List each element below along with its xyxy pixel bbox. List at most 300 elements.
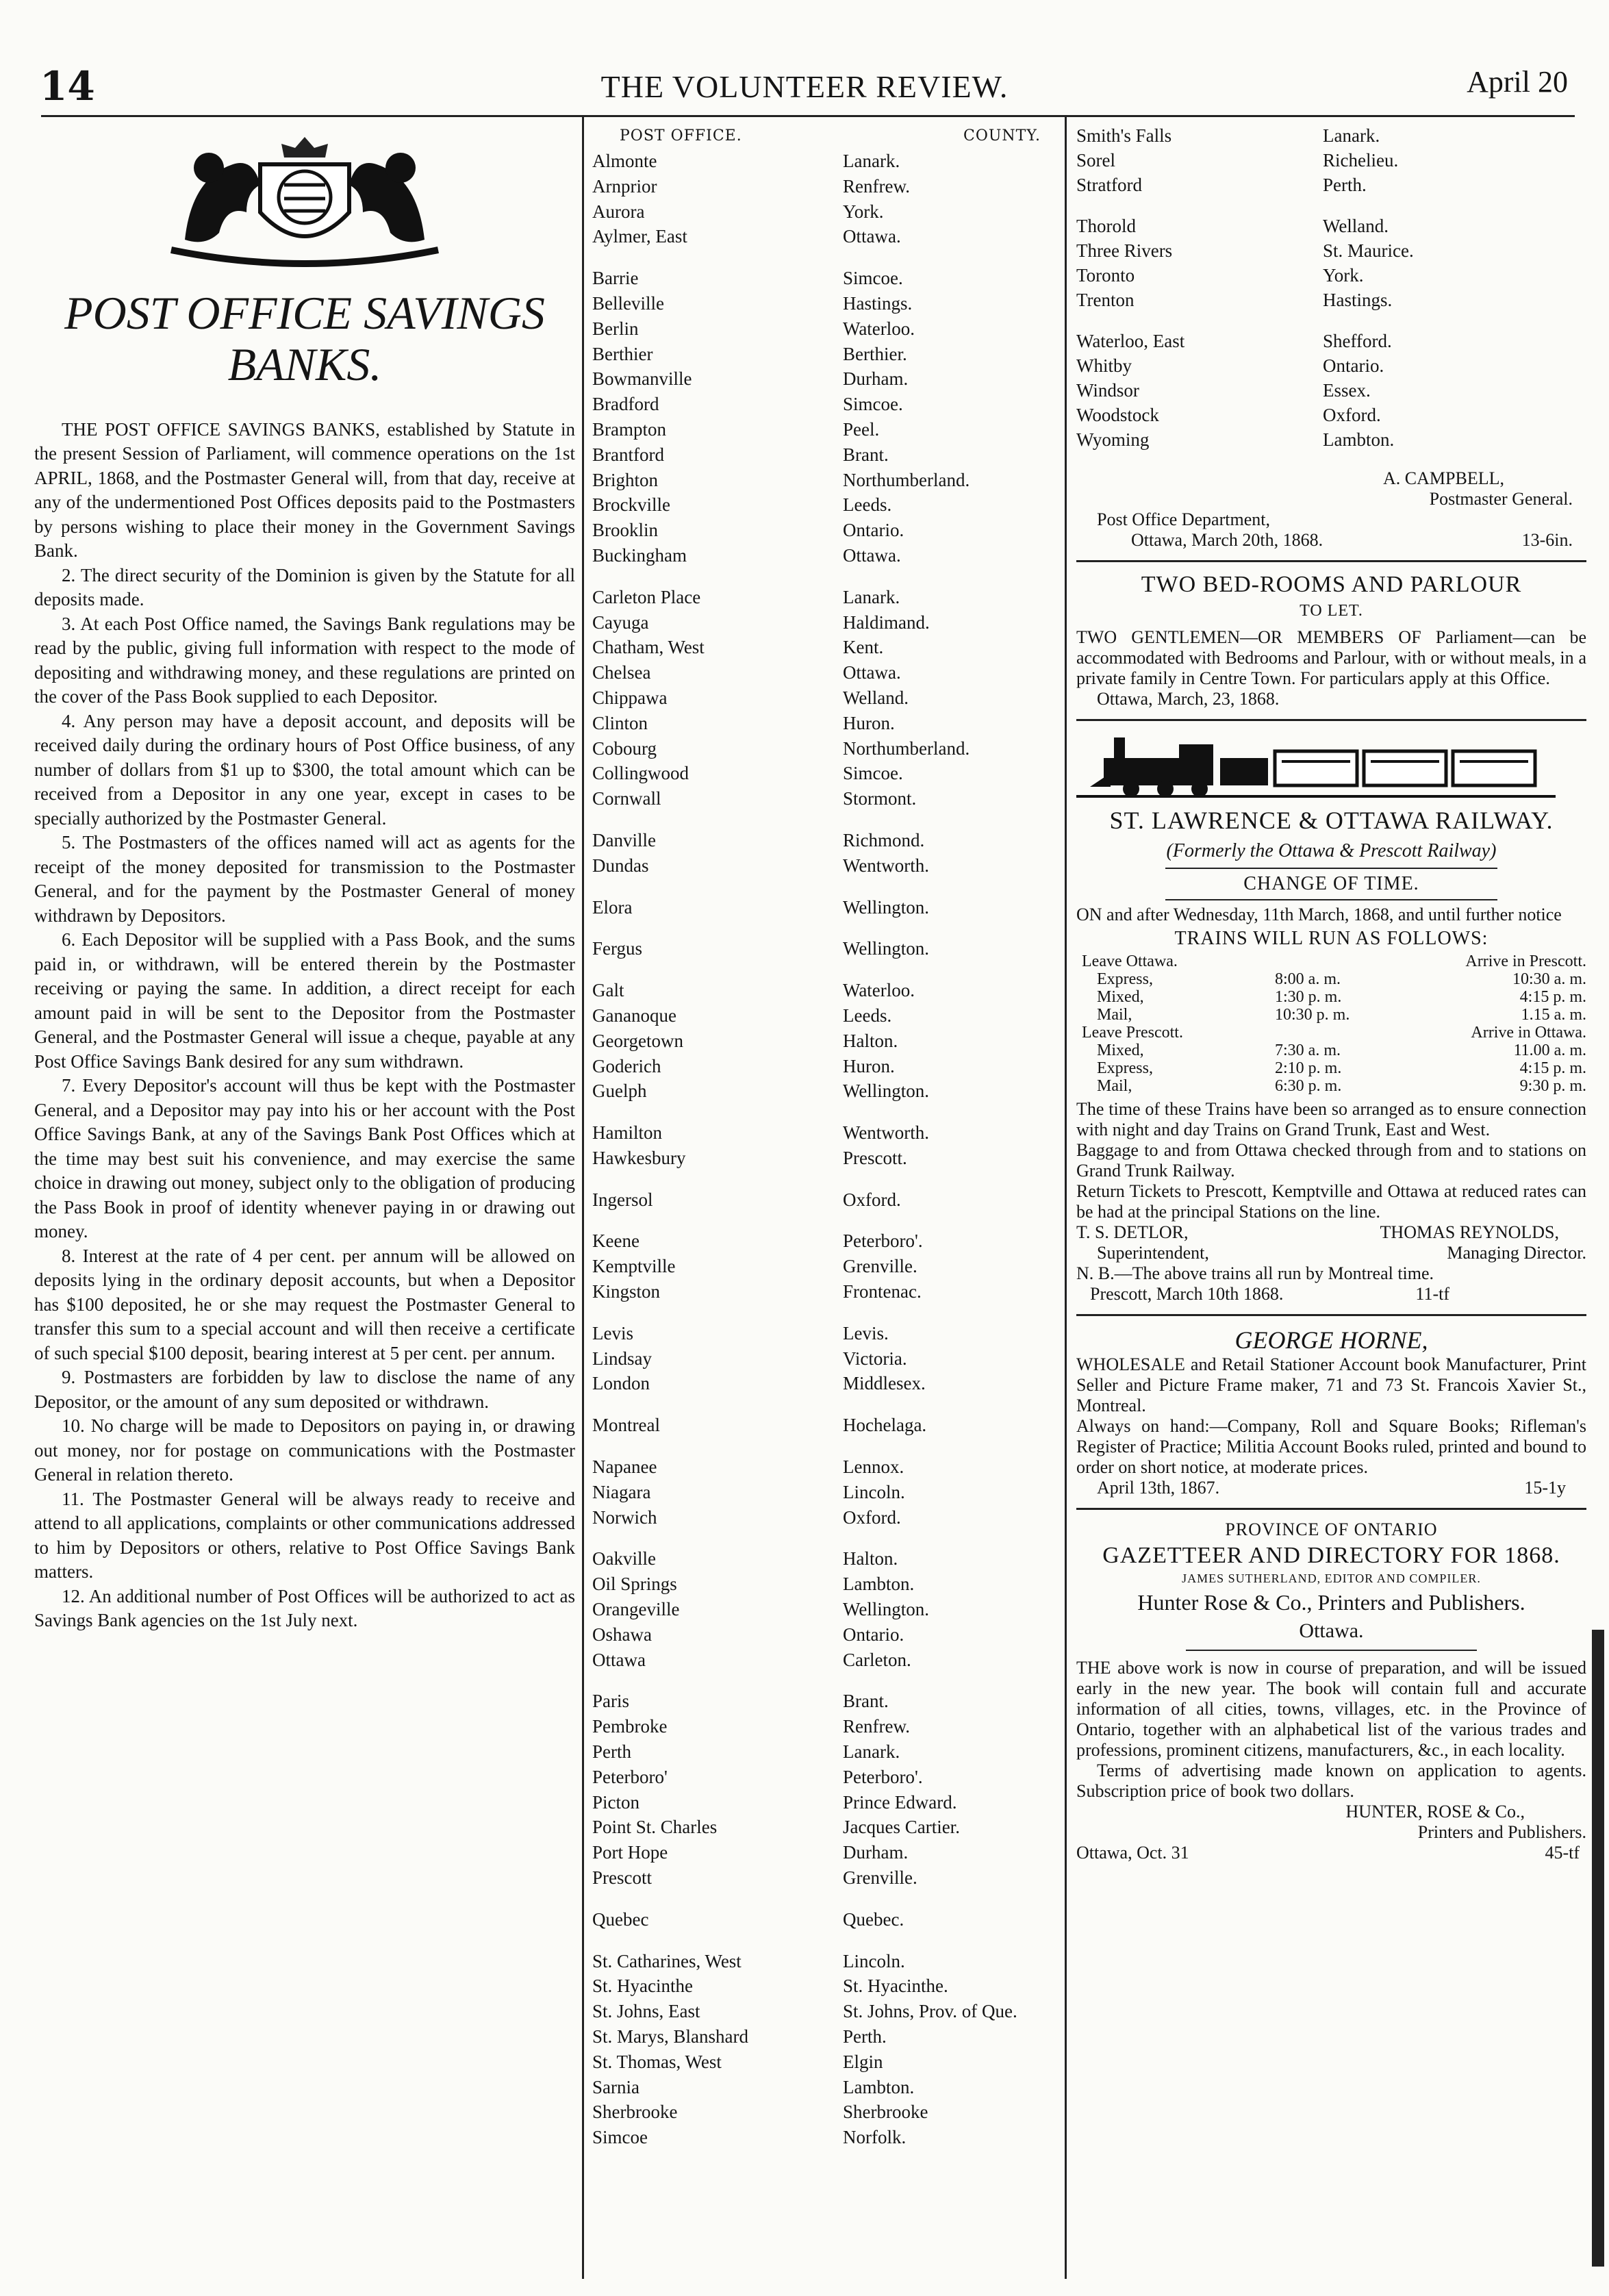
- royal-coat-of-arms-emblem: [144, 123, 466, 267]
- office-group: [592, 1949, 1048, 2150]
- office-name: St. Johns, East: [592, 2001, 700, 2022]
- office-row: [1076, 378, 1586, 403]
- office-group: [592, 1120, 1048, 1171]
- office-county: Jacques Cartier.: [843, 1817, 960, 1838]
- gazetteer-signature-title: Printers and Publishers.: [1417, 1822, 1586, 1842]
- railway-paragraph: The time of these Trains have been so arranged as to ensure connection with night and day Trains on Grand Trunk, East and West.: [1076, 1099, 1586, 1139]
- office-name: Thorold: [1076, 216, 1136, 236]
- section-rule: [1076, 560, 1586, 562]
- office-row: [592, 1907, 1048, 1932]
- office-group: [592, 1228, 1048, 1304]
- office-name: Guelph: [592, 1081, 647, 1102]
- office-row: [1076, 263, 1586, 288]
- departure-time: 1:30 p. m.: [1275, 988, 1342, 1006]
- office-name: Brantford: [592, 444, 664, 465]
- section-rule: [1186, 1650, 1477, 1651]
- post-office-list-column: [592, 123, 1048, 2167]
- office-row: [592, 895, 1048, 920]
- railway-subtitle: (Formerly the Ottawa & Prescott Railway): [1166, 840, 1497, 861]
- office-row: [592, 1029, 1048, 1054]
- office-county: Peterboro'.: [843, 1766, 923, 1787]
- savings-banks-title: POST OFFICE SAVINGS BANKS.: [64, 287, 545, 390]
- savings-paragraph: 9. Postmasters are forbidden by law to disclose the name of any Depositor, or the amount of any sum deposited or withdrawn.: [34, 1367, 575, 1412]
- office-row: [592, 1648, 1048, 1673]
- departure-time: 7:30 a. m.: [1275, 1042, 1341, 1059]
- office-name: Wyoming: [1076, 429, 1150, 450]
- office-county: Northumberland.: [843, 469, 970, 490]
- section-rule: [1165, 868, 1497, 869]
- office-county: Welland.: [1323, 216, 1389, 236]
- office-row: [592, 610, 1048, 635]
- office-row: [592, 1546, 1048, 1572]
- office-row: [592, 1790, 1048, 1815]
- office-name: Dundas: [592, 855, 649, 876]
- office-name: Whitby: [1076, 355, 1132, 376]
- page-header: [27, 53, 1582, 122]
- office-row: [592, 1973, 1048, 1999]
- office-county: Waterloo.: [843, 980, 915, 1001]
- office-row: [592, 442, 1048, 468]
- gazetteer-city: Ottawa.: [1299, 1619, 1364, 1642]
- office-name: Prescott: [592, 1867, 652, 1889]
- office-name: Brampton: [592, 418, 666, 440]
- office-county: Ottawa.: [843, 226, 901, 247]
- section-rule: [1076, 1314, 1586, 1316]
- office-group: [592, 585, 1048, 811]
- office-county: Wentworth.: [843, 855, 930, 876]
- office-county: St. Johns, Prov. of Que.: [843, 2001, 1017, 2022]
- office-name: Carleton Place: [592, 586, 701, 607]
- rooms-ad-subtitle: TO LET.: [1300, 602, 1363, 620]
- office-county: Lincoln.: [843, 1950, 905, 1971]
- office-row: [592, 1765, 1048, 1790]
- office-row: [592, 1739, 1048, 1765]
- office-name: Berlin: [592, 318, 639, 339]
- office-county: St. Maurice.: [1323, 240, 1414, 261]
- office-group: [592, 828, 1048, 879]
- office-county: Grenville.: [843, 1867, 917, 1889]
- office-row: [592, 1279, 1048, 1304]
- office-row: [592, 224, 1048, 249]
- office-name: Paris: [592, 1691, 629, 1712]
- office-row: [1076, 403, 1586, 427]
- train-row: [1076, 988, 1586, 1006]
- office-row: [592, 468, 1048, 493]
- office-group: [592, 1187, 1048, 1213]
- office-name: Levis: [592, 1322, 633, 1343]
- ottawa-departures: [1076, 970, 1586, 1024]
- office-county: Waterloo.: [843, 318, 915, 339]
- office-county: Perth.: [843, 2026, 887, 2047]
- office-group: [592, 936, 1048, 961]
- office-county: Frontenac.: [843, 1281, 922, 1302]
- office-row: [592, 1346, 1048, 1372]
- office-name: Trenton: [1076, 290, 1135, 310]
- horne-ad-body: WHOLESALE and Retail Stationer Account book Manufacturer, Print Seller and Picture Frame maker, 71 and 73 St. Francois Xavier St., Montreal.: [1076, 1354, 1586, 1415]
- office-county: Stormont.: [843, 788, 917, 809]
- office-row: [592, 1999, 1048, 2024]
- office-row: [592, 1840, 1048, 1865]
- office-county: Lincoln.: [843, 1481, 905, 1502]
- office-row: [592, 1054, 1048, 1079]
- office-county: Halton.: [843, 1030, 898, 1051]
- office-name: Clinton: [592, 712, 648, 733]
- office-row: [592, 174, 1048, 199]
- office-name: Cayuga: [592, 611, 649, 633]
- office-name: Hawkesbury: [592, 1147, 686, 1168]
- section-rule: [1076, 719, 1586, 721]
- office-county: Huron.: [843, 1055, 895, 1076]
- office-row: [592, 342, 1048, 367]
- office-county: Leeds.: [843, 1005, 892, 1026]
- rooms-ad-date: Ottawa, March, 23, 1868.: [1097, 689, 1280, 709]
- office-county: Shefford.: [1323, 331, 1392, 351]
- horne-dateline: [1076, 1478, 1586, 1498]
- office-name: Port Hope: [592, 1842, 668, 1863]
- office-name: Stratford: [1076, 175, 1142, 195]
- office-name: Oil Springs: [592, 1574, 677, 1595]
- office-group: [592, 1907, 1048, 1932]
- office-county: Lanark.: [843, 151, 900, 171]
- office-name: Sherbrooke: [592, 2102, 678, 2123]
- leave-ottawa-row: [1076, 953, 1586, 970]
- office-name: Galt: [592, 980, 624, 1001]
- office-county: Wellington.: [843, 1599, 930, 1620]
- savings-paragraph: THE POST OFFICE SAVINGS BANKS, established by Statute in the present Session of Parliament, will commence operations on the 1st APRIL, 1868, and the Postmaster General will, from that day, receive at any of the undermentioned Post Offices deposits paid to the Postmasters by persons wishing to place their money in the Government Savings Bank.: [34, 418, 575, 562]
- office-county: Lennox.: [843, 1456, 904, 1478]
- office-list-header: [592, 123, 1048, 149]
- office-row: [592, 1371, 1048, 1396]
- train-type: Mail,: [1097, 1006, 1132, 1024]
- right-edge-bar: [1592, 1630, 1604, 2267]
- office-row: [592, 978, 1048, 1003]
- office-row: [592, 786, 1048, 811]
- office-county: Lambton.: [843, 1574, 915, 1595]
- office-county: Norfolk.: [843, 2127, 907, 2148]
- office-row: [592, 1413, 1048, 1438]
- office-county: Essex.: [1323, 380, 1371, 401]
- office-row: [592, 1597, 1048, 1622]
- office-row: [592, 685, 1048, 711]
- office-county: Carleton.: [843, 1649, 911, 1670]
- train-row: [1076, 1042, 1586, 1059]
- office-group: [592, 1689, 1048, 1890]
- savings-paragraph: 6. Each Depositor will be supplied with a Pass Book, and the sums paid in, or withdrawn, will be entered therein by the Postmaster receiving or paying the same. In addition, a direct receipt for each amount paid in will be sent to the Depositor from the Postmaster General, and the Postmaster General will issue a cheque, payable at any Post Office Savings Bank desired for any sum withdrawn.: [34, 929, 575, 1072]
- office-row: [592, 316, 1048, 342]
- horne-ad-title: GEORGE HORNE,: [1234, 1326, 1428, 1354]
- office-name: Peterboro': [592, 1766, 668, 1787]
- office-county: Sherbrooke: [843, 2102, 928, 2123]
- office-name: St. Catharines, West: [592, 1950, 742, 1971]
- gazetteer-dateline: [1076, 1843, 1586, 1863]
- office-row: [592, 518, 1048, 543]
- railway-date: Prescott, March 10th 1868.: [1090, 1284, 1284, 1304]
- director-title: Managing Director.: [1447, 1243, 1586, 1263]
- train-row: [1076, 970, 1586, 988]
- office-name: Cornwall: [592, 788, 661, 809]
- railway-nb: N. B.—The above trains all run by Montreal time.: [1076, 1263, 1434, 1283]
- savings-paragraph: 3. At each Post Office named, the Savings Bank regulations may be read by the public, giving full information with respect to the mode of depositing and withdrawing money, and these regulations are printed on the cover of the Pass Book supplied to each Depositor.: [34, 613, 575, 707]
- office-county: Lambton.: [1323, 429, 1395, 450]
- office-county: Berthier.: [843, 343, 907, 364]
- office-county: Renfrew.: [843, 1716, 910, 1737]
- office-row: [592, 1120, 1048, 1146]
- arrival-time: 11.00 a. m.: [1513, 1042, 1586, 1059]
- office-name: Ingersol: [592, 1189, 653, 1210]
- office-county: Quebec.: [843, 1908, 904, 1930]
- train-type: Mixed,: [1097, 1042, 1144, 1059]
- office-county: Simcoe.: [843, 268, 903, 289]
- office-county: Durham.: [843, 1842, 909, 1863]
- office-name: St. Hyacinthe: [592, 1976, 693, 1997]
- post-office-heading: POST OFFICE.: [620, 127, 742, 144]
- gazetteer-body: THE above work is now in course of preparation, and will be issued early in the new year. The book will contain full and accurate information of all cities, towns, villages, etc. in the Province of Ontario, together with an alphabetical list of the various trades and professions, prominent citizens, manufacturers, &c., in each locality.: [1076, 1658, 1586, 1760]
- office-county: Halton.: [843, 1548, 898, 1569]
- office-name: Chelsea: [592, 662, 651, 683]
- office-name: Aurora: [592, 201, 645, 222]
- office-name: Three Rivers: [1076, 240, 1173, 261]
- office-name: Toronto: [1076, 265, 1135, 286]
- horne-date: April 13th, 1867.: [1097, 1478, 1220, 1498]
- office-group: [592, 266, 1048, 568]
- office-county: Hastings.: [843, 292, 913, 314]
- office-county: Ottawa.: [843, 544, 901, 566]
- office-name: Brighton: [592, 469, 659, 490]
- office-name: Oakville: [592, 1548, 656, 1569]
- office-name: Quebec: [592, 1908, 649, 1930]
- column-divider: [1065, 115, 1067, 2279]
- office-county: Ontario.: [843, 1624, 904, 1645]
- office-name: Arnprior: [592, 175, 657, 197]
- column-divider: [582, 115, 584, 2279]
- office-row: [592, 711, 1048, 736]
- rooms-ad-body: TWO GENTLEMEN—OR MEMBERS OF Parliament—can be accommodated with Bedrooms and Parlour, with or without meals, in a private family in Centre Town. For particulars apply at this Office.: [1076, 627, 1586, 688]
- office-name: St. Thomas, West: [592, 2051, 722, 2072]
- office-name: Buckingham: [592, 544, 687, 566]
- office-county: Lanark.: [843, 586, 900, 607]
- office-row: [592, 2075, 1048, 2100]
- office-county: Oxford.: [1323, 405, 1381, 425]
- office-name: Waterloo, East: [1076, 331, 1185, 351]
- office-county: Peel.: [843, 418, 880, 440]
- office-county: Lambton.: [843, 2076, 915, 2097]
- office-name: Gananoque: [592, 1005, 676, 1026]
- office-row: [592, 1254, 1048, 1279]
- gazetteer-publisher: Hunter Rose & Co., Printers and Publishers.: [1137, 1590, 1525, 1615]
- office-row: [1076, 353, 1586, 378]
- office-county: Perth.: [1323, 175, 1367, 195]
- office-row: [592, 1003, 1048, 1029]
- leave-prescott-label: Leave Prescott.: [1082, 1024, 1183, 1042]
- office-name: Simcoe: [592, 2127, 648, 2148]
- office-row: [592, 1454, 1048, 1480]
- office-list: [592, 149, 1048, 2150]
- leave-prescott-row: [1076, 1024, 1586, 1042]
- office-row: [592, 936, 1048, 961]
- office-group: [1076, 329, 1586, 452]
- office-name: Sarnia: [592, 2076, 639, 2097]
- office-group: [592, 149, 1048, 249]
- office-county: Kent.: [843, 637, 884, 658]
- office-county: Prince Edward.: [843, 1791, 957, 1813]
- train-type: Mixed,: [1097, 988, 1144, 1006]
- office-name: Danville: [592, 829, 656, 850]
- office-name: Montreal: [592, 1415, 660, 1436]
- office-row: [592, 1622, 1048, 1648]
- office-row: [592, 2024, 1048, 2049]
- office-name: Chippawa: [592, 687, 668, 708]
- office-name: Bradford: [592, 394, 659, 415]
- office-row: [592, 1505, 1048, 1530]
- office-county: York.: [1323, 265, 1364, 286]
- office-name: Niagara: [592, 1481, 651, 1502]
- office-row: [592, 1572, 1048, 1597]
- office-name: Perth: [592, 1741, 631, 1763]
- office-county: Hastings.: [1323, 290, 1393, 310]
- office-county: Leeds.: [843, 494, 892, 516]
- office-row: [592, 1228, 1048, 1254]
- rooms-ad-title: TWO BED-ROOMS AND PARLOUR: [1141, 572, 1522, 597]
- savings-paragraph: 2. The direct security of the Dominion is given by the Statute for all deposits made.: [34, 564, 575, 610]
- office-county: Wentworth.: [843, 1122, 930, 1144]
- office-row: [592, 1187, 1048, 1213]
- office-name: Smith's Falls: [1076, 125, 1172, 146]
- office-row: [592, 266, 1048, 291]
- office-row: [592, 1865, 1048, 1891]
- office-row: [592, 660, 1048, 685]
- arrival-time: 4:15 p. m.: [1519, 1059, 1586, 1077]
- office-row: [592, 761, 1048, 786]
- office-row: [592, 828, 1048, 853]
- office-name: Oshawa: [592, 1624, 652, 1645]
- office-name: Brockville: [592, 494, 670, 516]
- train-type: Express,: [1097, 970, 1153, 988]
- office-county: Simcoe.: [843, 763, 903, 784]
- horne-ad-stock: Always on hand:—Company, Roll and Square Books; Rifleman's Register of Practice; Militia Account Books ruled, printed and bound to order on short notice, at moderate prices.: [1076, 1416, 1586, 1477]
- section-rule: [1165, 899, 1497, 900]
- office-name: Kingston: [592, 1281, 661, 1302]
- office-row: [592, 585, 1048, 610]
- office-row: [592, 291, 1048, 316]
- office-county: Ontario.: [843, 520, 904, 541]
- office-county: Welland.: [843, 687, 909, 708]
- office-name: Barrie: [592, 268, 639, 289]
- office-name: Norwich: [592, 1506, 657, 1528]
- departure-time: 2:10 p. m.: [1275, 1059, 1342, 1077]
- locomotive-illustration: [1076, 731, 1583, 799]
- office-row: [592, 149, 1048, 174]
- office-name: Lindsay: [592, 1348, 652, 1369]
- arrive-ottawa-label: Arrive in Ottawa.: [1471, 1024, 1586, 1042]
- office-group: [592, 1454, 1048, 1530]
- office-group: [592, 1321, 1048, 1396]
- postmaster-title: Postmaster General.: [1429, 489, 1573, 509]
- office-county: St. Hyacinthe.: [843, 1976, 948, 1997]
- train-row: [1076, 1077, 1586, 1095]
- train-row: [1076, 1006, 1586, 1024]
- office-row: [592, 2099, 1048, 2125]
- office-row: [1076, 123, 1586, 148]
- savings-paragraph: 10. No charge will be made to Depositors on paying in, or drawing out money, nor for postage on communications with the Postmaster General in relation thereto.: [34, 1415, 575, 1485]
- office-county: Elgin: [843, 2051, 883, 2072]
- office-county: Haldimand.: [843, 611, 930, 633]
- office-row: [592, 543, 1048, 568]
- departure-time: 10:30 p. m.: [1275, 1006, 1350, 1024]
- office-row: [592, 1146, 1048, 1171]
- office-row: [1076, 427, 1586, 452]
- gazetteer-terms: Terms of advertising made known on application to agents. Subscription price of book two dollars.: [1076, 1761, 1586, 1801]
- railway-dateline: [1076, 1284, 1586, 1304]
- office-county: Levis.: [843, 1322, 889, 1343]
- advertisements-column: [1076, 123, 1586, 1863]
- office-row: [592, 199, 1048, 225]
- office-county: Victoria.: [843, 1348, 907, 1369]
- office-name: Goderich: [592, 1055, 661, 1076]
- savings-paragraph: 4. Any person may have a deposit account, and deposits will be received daily during the ordinary hours of Post Office business, of any number of dollars from $1 up to $300, the total amount which can be received from a Depositor in any one year, except in cases to be specially authorized by the Postmaster General.: [34, 710, 575, 829]
- prescott-departures: [1076, 1042, 1586, 1095]
- train-row: [1076, 1059, 1586, 1077]
- arrival-time: 1.15 a. m.: [1521, 1006, 1586, 1024]
- office-county: Wellington.: [843, 896, 930, 918]
- gazetteer-title: GAZETTEER AND DIRECTORY FOR 1868.: [1102, 1543, 1560, 1568]
- office-county: Brant.: [843, 1691, 889, 1712]
- office-name: Pembroke: [592, 1716, 668, 1737]
- department-name: Post Office Department,: [1097, 509, 1270, 529]
- arrival-time: 9:30 p. m.: [1519, 1077, 1586, 1095]
- office-row: [592, 492, 1048, 518]
- section-rule: [1076, 1508, 1586, 1510]
- office-group: [1076, 214, 1586, 312]
- train-type: Mail,: [1097, 1077, 1132, 1095]
- header-rule: [41, 115, 1575, 117]
- office-name: Almonte: [592, 151, 657, 171]
- railway-ref: 11-tf: [1415, 1284, 1449, 1304]
- office-county: Lanark.: [843, 1741, 900, 1763]
- gazetteer-date: Ottawa, Oct. 31: [1076, 1843, 1189, 1863]
- office-name: Brooklin: [592, 520, 659, 541]
- railway-paragraph: Baggage to and from Ottawa checked through from and to stations on Grand Trunk Railway.: [1076, 1140, 1586, 1181]
- office-county: Lanark.: [1323, 125, 1380, 146]
- office-county: York.: [843, 201, 884, 222]
- department-date: Ottawa, March 20th, 1868.: [1131, 530, 1323, 550]
- office-name: Collingwood: [592, 763, 689, 784]
- office-county: Ontario.: [1323, 355, 1384, 376]
- office-name: Kemptville: [592, 1256, 676, 1277]
- railway-paragraph: Return Tickets to Prescott, Kemptville and Ottawa at reduced rates can be had at the principal Stations on the line.: [1076, 1181, 1586, 1222]
- office-county: Peterboro'.: [843, 1231, 923, 1252]
- horne-ref: 15-1y: [1524, 1478, 1566, 1498]
- office-group: [1076, 123, 1586, 197]
- department-dateline: [1076, 530, 1586, 551]
- office-row: [1076, 214, 1586, 238]
- office-row: [592, 1078, 1048, 1104]
- office-group: [592, 1546, 1048, 1672]
- office-county: Simcoe.: [843, 394, 903, 415]
- office-name: Point St. Charles: [592, 1817, 718, 1838]
- office-name: Picton: [592, 1791, 640, 1813]
- office-group: [592, 978, 1048, 1104]
- office-name: London: [592, 1373, 650, 1394]
- office-county: Richelieu.: [1323, 150, 1399, 171]
- railway-signature-titles: [1076, 1243, 1586, 1263]
- savings-bank-column: [34, 123, 575, 1633]
- leave-ottawa-label: Leave Ottawa.: [1082, 953, 1178, 970]
- office-county: Grenville.: [843, 1256, 917, 1277]
- office-list-continued: [1076, 123, 1586, 452]
- page-number: 14: [40, 63, 95, 110]
- office-county: Hochelaga.: [843, 1415, 927, 1436]
- gazetteer-signature: HUNTER, ROSE & Co.,: [1345, 1802, 1525, 1821]
